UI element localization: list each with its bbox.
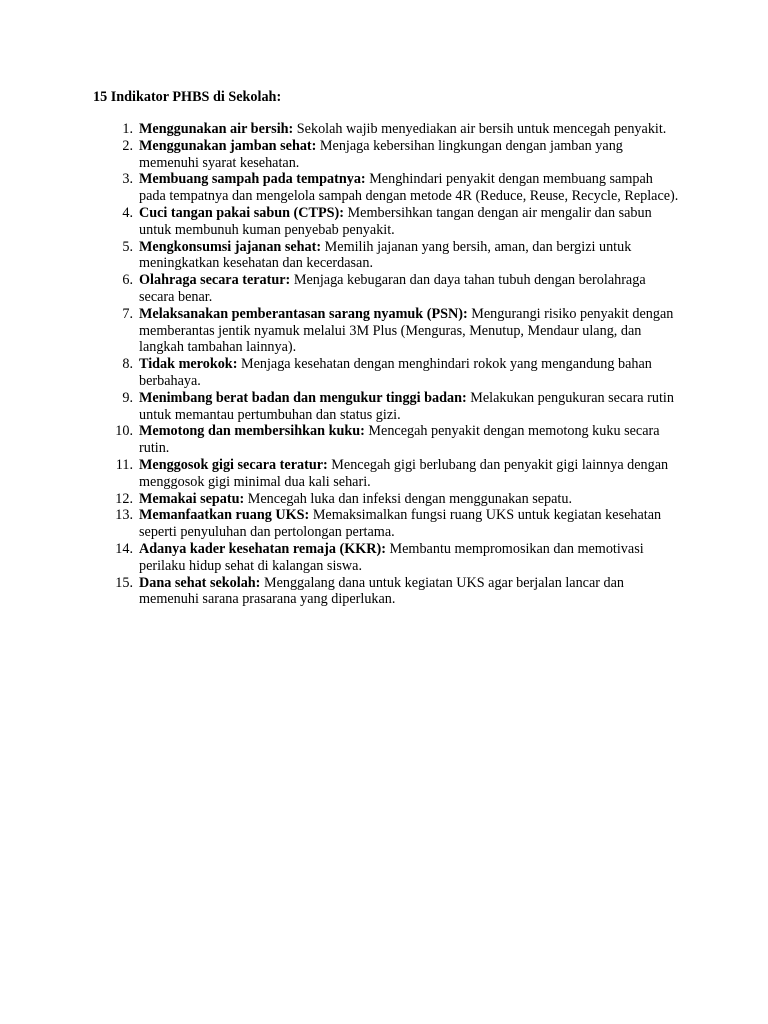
item-term: Adanya kader kesehatan remaja (KKR): [139,540,386,557]
item-term: Dana sehat sekolah: [139,574,261,591]
item-description: Mencegah gigi berlubang dan penyakit gigi lainnya dengan menggosok gigi minimal dua kali sehari. [139,456,669,490]
item-description: Melakukan pengukuran secara rutin untuk memantau pertumbuhan dan status gizi. [139,389,674,423]
item-number: 13. [115,507,133,524]
item-number: 2. [122,137,133,154]
item-term: Menimbang berat badan dan mengukur tinggi badan: [139,389,467,406]
item-description: Mencegah penyakit dengan memotong kuku secara rutin. [139,423,660,457]
item-number: 7. [122,305,133,322]
item-number: 4. [122,204,133,221]
list-item [93,457,683,491]
document-heading: 15 Indikator PHBS di Sekolah: [93,89,282,105]
item-description: Menjaga kebersihan lingkungan dengan jamban yang memenuhi syarat kesehatan. [139,137,623,171]
item-number: 10. [115,423,133,440]
item-number: 8. [122,356,133,373]
item-term: Menggunakan air bersih: [139,121,294,137]
item-description: Memilih jajanan yang bersih, aman, dan bergizi untuk meningkatkan kesehatan dan kecerdasan. [139,238,632,272]
list-item [93,171,683,205]
item-term: Membuang sampah pada tempatnya: [139,171,366,188]
list-item [93,138,683,172]
item-description: Mengurangi risiko penyakit dengan memberantas jentik nyamuk melalui 3M Plus (Menguras, Menutup, Mendaur ulang, dan langkah tambahan lainnya). [139,305,674,356]
item-description: Menghindari penyakit dengan membuang sampah pada tempatnya dan mengelola sampah dengan metode 4R (Reduce, Reuse, Recycle, Replace). [139,171,679,205]
item-term: Tidak merokok: [139,356,238,373]
item-description: Sekolah wajib menyediakan air bersih untuk mencegah penyakit. [296,121,667,137]
item-number: 14. [115,540,133,557]
list-item [93,272,683,306]
list-item [93,423,683,457]
list-item [93,507,683,541]
list-item [93,541,683,575]
item-number: 5. [122,238,133,255]
indicator-list [93,121,683,608]
item-number: 11. [115,456,133,473]
list-item [93,121,683,138]
item-number: 1. [122,121,133,137]
item-number: 9. [122,389,133,406]
list-item [93,205,683,239]
list-item [93,356,683,390]
item-description: Memaksimalkan fungsi ruang UKS untuk kegiatan kesehatan seperti penyuluhan dan pertolongan pertama. [139,507,662,541]
item-term: Memanfaatkan ruang UKS: [139,507,310,524]
item-number: 3. [122,171,133,188]
item-term: Mengkonsumsi jajanan sehat: [139,238,322,255]
list-item [93,306,683,356]
item-term: Memotong dan membersihkan kuku: [139,423,365,440]
item-term: Olahraga secara teratur: [139,272,291,289]
item-description: Membantu mempromosikan dan memotivasi perilaku hidup sehat di kalangan siswa. [139,540,644,574]
item-term: Menggosok gigi secara teratur: [139,456,328,473]
item-number: 6. [122,272,133,289]
item-description: Menjaga kebugaran dan daya tahan tubuh dengan berolahraga secara benar. [139,272,646,305]
item-term: Menggunakan jamban sehat: [139,137,317,154]
item-number: 15. [115,574,133,591]
list-item [93,239,683,273]
list-item [93,575,683,609]
item-term: Cuci tangan pakai sabun (CTPS): [139,204,344,221]
item-term: Memakai sepatu: [139,490,245,507]
list-item [93,491,683,508]
item-term: Melaksanakan pemberantasan sarang nyamuk (PSN): [139,305,468,322]
list-item [93,390,683,424]
item-description: Menggalang dana untuk kegiatan UKS agar berjalan lancar dan memenuhi sarana prasarana yang diperlukan. [139,574,625,608]
item-description: Membersihkan tangan dengan air mengalir dan sabun untuk membunuh kuman penyebab penyakit. [139,204,652,238]
item-number: 12. [115,490,133,507]
item-description: Mencegah luka dan infeksi dengan menggunakan sepatu. [247,490,572,507]
item-description: Menjaga kesehatan dengan menghindari rokok yang mengandung bahan berbahaya. [139,356,652,389]
